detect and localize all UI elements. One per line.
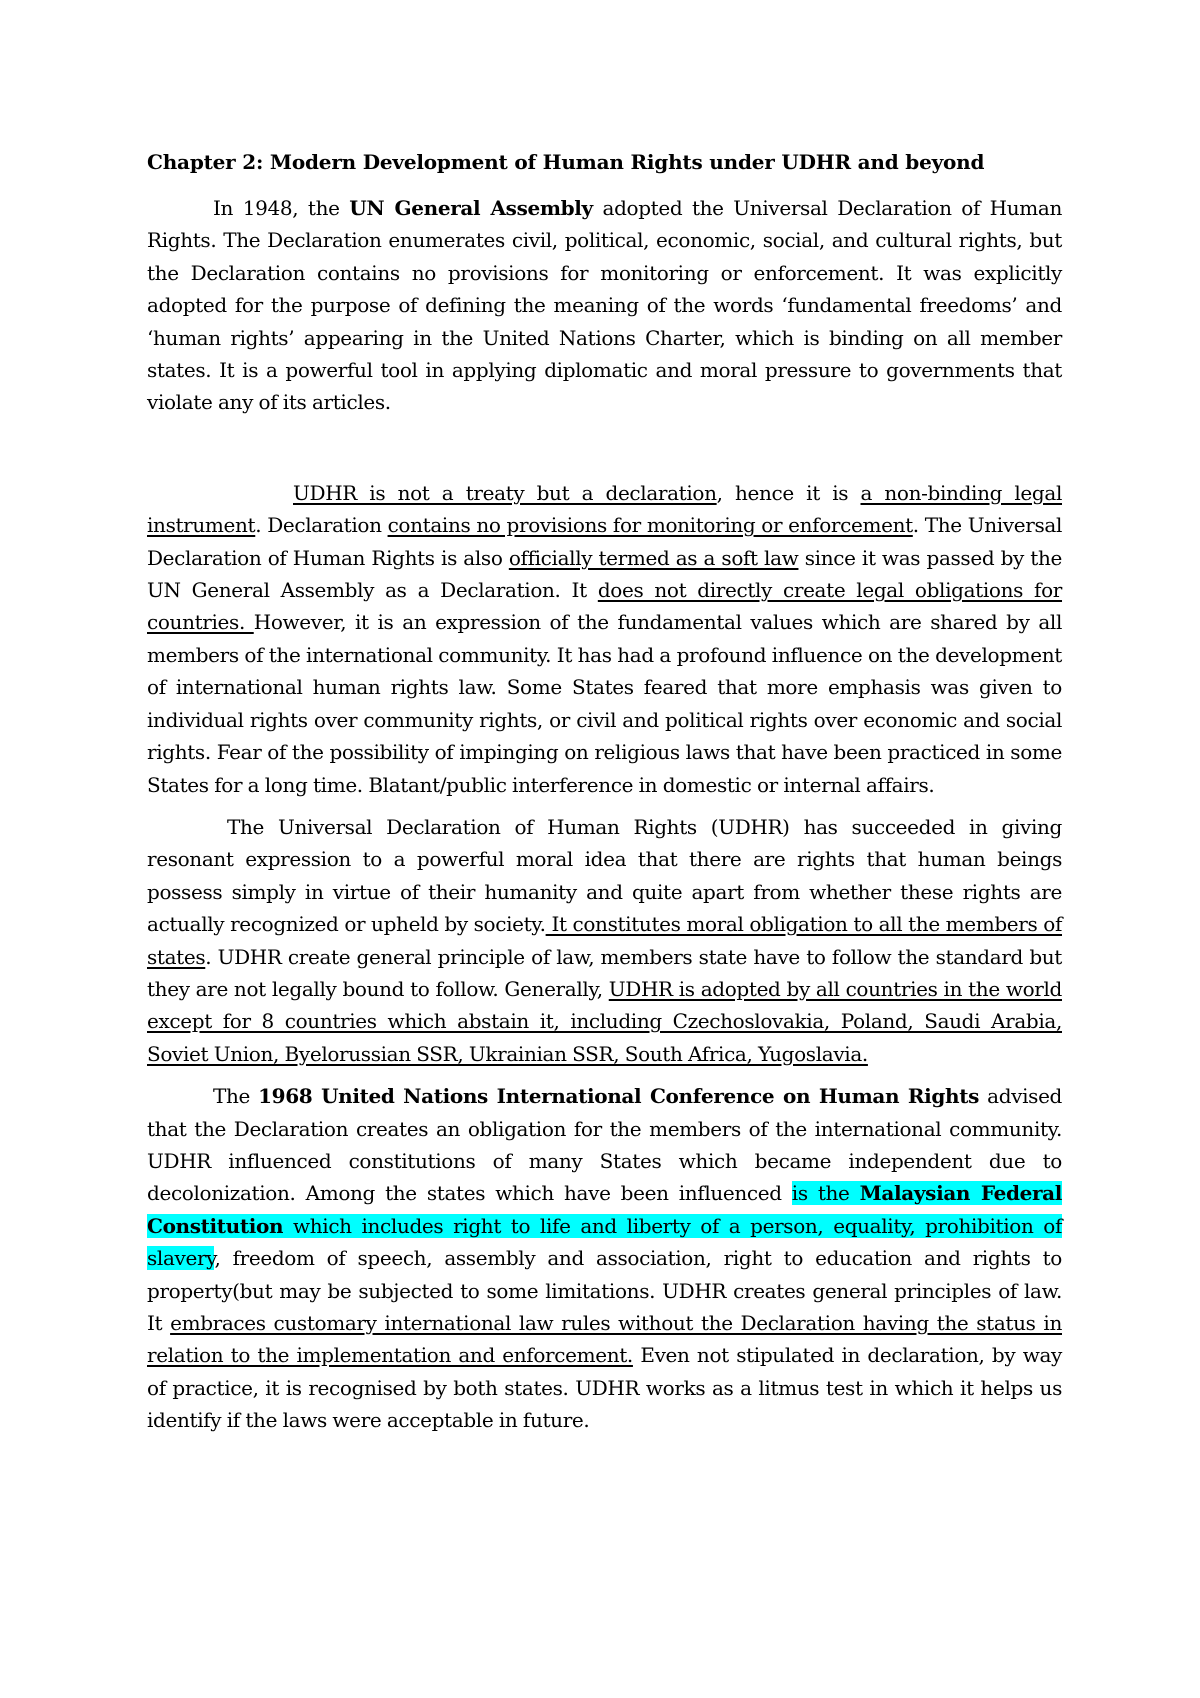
underlined-text: does not directly create legal obligations for countries.	[147, 578, 1063, 635]
underlined-text: contains no provisions for monitoring or enforcement	[387, 513, 913, 538]
text-run: . The Universal Declaration of Human Rights is also	[147, 513, 1062, 570]
underlined-text: UDHR is adopted by all countries in the world except for 8 countries which abstain it, including Czechoslovakia, Poland, Saudi Arabia, Soviet Union, Byelorussian SSR, Ukrainian SSR, South Africa, Yugoslavia.	[147, 976, 1062, 1066]
text-run: The	[213, 1084, 259, 1109]
paragraph-1	[147, 192, 1062, 419]
underlined-text: UDHR is not a treaty but a declaration	[293, 480, 717, 505]
text-run: In 1948, the	[213, 196, 350, 220]
text-run: , hence it is	[716, 480, 861, 505]
text-run: . UDHR create general principle of law, members state have to follow the standard but they are not legally bound to follow. Generally,	[147, 944, 1062, 1001]
underlined-text: a non-binding legal instrument	[147, 480, 1062, 538]
underlined-text: officially termed as a soft law	[508, 545, 799, 570]
paragraph-3	[147, 811, 1062, 1070]
text-run: The Universal Declaration of Human Rights (UDHR) has succeeded in giving resonant expression to a powerful moral idea that there are rights that human beings possess simply in virtue of their humanity and quite apart from whether these rights are actually recognized or upheld by society.	[147, 814, 1062, 937]
text-run: since it was passed by the UN General Assembly as a Declaration. It	[147, 545, 1063, 603]
document-body	[147, 146, 1062, 1447]
underlined-text: It constitutes moral obligation to all the members of states	[147, 912, 1062, 969]
highlighted-bold-text: Malaysian Federal Constitution	[147, 1181, 1062, 1238]
paragraph-2	[147, 477, 1062, 801]
text-run: adopted the Universal Declaration of Human Rights. The Declaration enumerates civil, political, economic, social, and cultural rights, but the Declaration contains no provisions for monitoring or enforcement. It was explicitly adopted for the purpose of defining the meaning of the words ‘fundamental freedoms’ and ‘human rights’ appearing in the United Nations Charter, which is binding on all member states. It is a powerful tool in applying diplomatic and moral pressure to governments that violate any of its articles.	[147, 196, 1062, 415]
highlighted-text: which includes right to life and liberty of a person, equality, prohibition of slavery	[147, 1213, 1062, 1271]
text-run: Even not stipulated in declaration, by way of practice, it is recognised by both states. UDHR works as a litmus test in which it helps us identify if the laws were acceptable in future.	[147, 1343, 1063, 1433]
text-run: However, it is an expression of the fundamental values which are shared by all members of the international community. It has had a profound influence on the development of international human rights law. Some States feared that more emphasis was given to individual rights over community rights, or civil and political rights over economic and social rights. Fear of the possibility of impinging on religious laws that have been practiced in some States for a long time. Blatant/public interference in domestic or internal affairs.	[147, 610, 1062, 797]
highlighted-text: is the	[791, 1181, 860, 1206]
text-run: . Declaration	[255, 513, 388, 538]
bold-text: 1968 United Nations International Conference on Human Rights	[258, 1084, 980, 1109]
bold-text: UN General Assembly	[349, 196, 593, 220]
underlined-text: embraces customary international law rules without the Declaration having the status in relation to the implementation and enforcement.	[147, 1311, 1062, 1368]
paragraph-4	[147, 1080, 1062, 1436]
text-run: , freedom of speech, assembly and association, right to education and rights to property(but may be subjected to some limitations. UDHR creates general principles of law. It	[147, 1246, 1062, 1335]
text-run: advised that the Declaration creates an obligation for the members of the international community. UDHR influenced constitutions of many States which became independent due to decolonization. Among the states which have been influenced	[147, 1084, 1063, 1206]
chapter-title: Chapter 2: Modern Development of Human Rights under UDHR and beyond	[147, 150, 985, 174]
